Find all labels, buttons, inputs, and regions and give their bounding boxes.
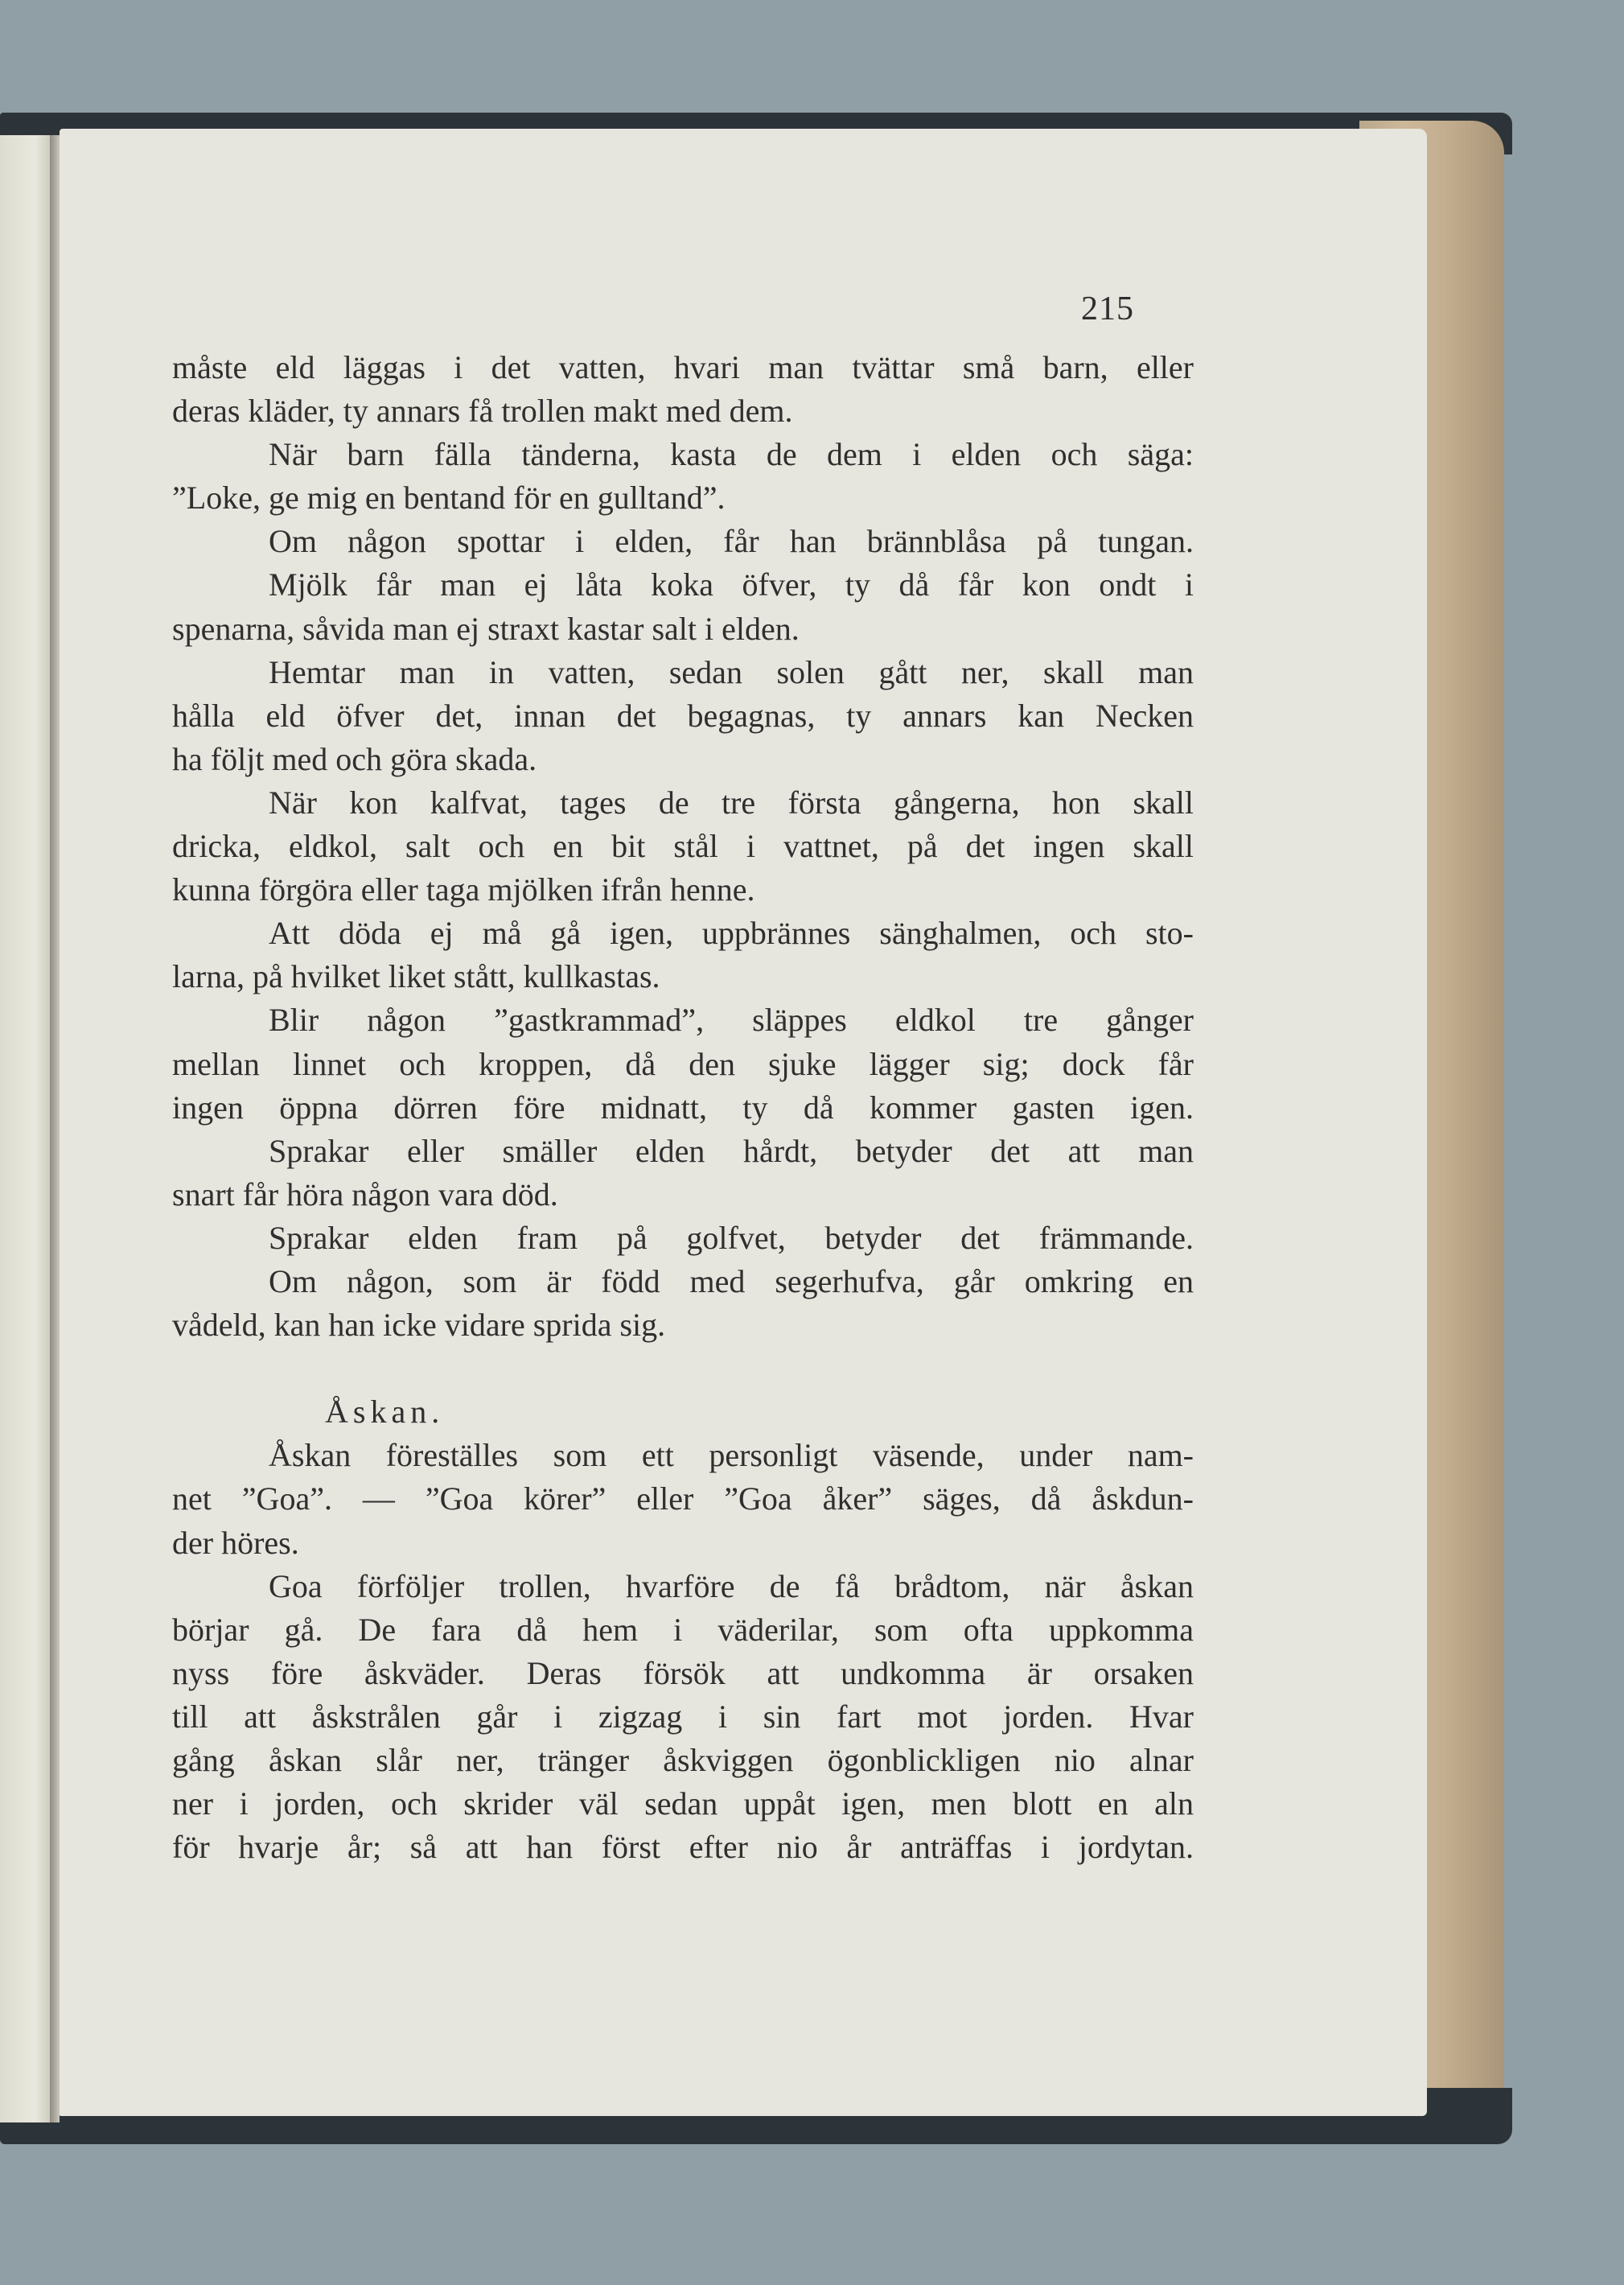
text-line: för hvarje år; så att han först efter nio år anträffas i jordytan. (172, 1829, 1194, 1866)
text-line: Om någon, som är född med segerhufva, går omkring en (269, 1262, 1194, 1299)
text-line: nyss före åskväder. Deras försök att undkomma är orsaken (172, 1654, 1194, 1691)
text-line: kunna förgöra eller taga mjölken ifrån henne. (172, 871, 755, 908)
text-line: dricka, eldkol, salt och en bit stål i vattnet, på det ingen skall (172, 828, 1194, 865)
text-line: deras kläder, ty annars få trollen makt med dem. (172, 393, 793, 430)
text-line: ner i jorden, och skrider väl sedan uppåt igen, men blott en aln (172, 1785, 1194, 1822)
left-page-edge (0, 135, 50, 2122)
text-line: måste eld läggas i det vatten, hvari man tvättar små barn, eller (172, 349, 1194, 385)
text-line: Att döda ej må gå igen, uppbrännes sänghalmen, och sto- (269, 915, 1194, 952)
page-number: 215 (1081, 290, 1134, 327)
text-line: Åskan föreställes som ett personligt väsende, under nam- (269, 1437, 1194, 1474)
text-line: gång åskan slår ner, tränger åskviggen ögonblickligen nio alnar (172, 1742, 1194, 1778)
text-line: spenarna, såvida man ej straxt kastar salt i elden. (172, 610, 800, 647)
blank-line (172, 1347, 1194, 1390)
text-line: Goa förföljer trollen, hvarföre de få brådtom, när åskan (269, 1567, 1194, 1604)
text-line: När kon kalfvat, tages de tre första gångerna, hon skall (269, 784, 1194, 821)
text-line: ingen öppna dörren före midnatt, ty då kommer gasten igen. (172, 1089, 1194, 1126)
text-line: mellan linnet och kroppen, då den sjuke lägger sig; dock får (172, 1045, 1194, 1082)
text-line: net ”Goa”. — ”Goa körer” eller ”Goa åker” säges, då åskdun- (172, 1480, 1194, 1517)
text-line: ”Loke, ge mig en bentand för en gulltand”. (172, 480, 726, 517)
section-heading: Åskan. (325, 1394, 445, 1431)
book-gutter (50, 135, 60, 2122)
text-line: Mjölk får man ej låta koka öfver, ty då får kon ondt i (269, 566, 1194, 603)
text-line: larna, på hvilket liket stått, kullkastas. (172, 958, 660, 995)
text-line: börjar gå. De fara då hem i väderilar, som ofta uppkomma (172, 1611, 1194, 1648)
text-line: der höres. (172, 1524, 299, 1561)
page-text (172, 346, 1194, 1869)
text-line: När barn fälla tänderna, kasta de dem i elden och säga: (269, 436, 1194, 473)
text-line: Blir någon ”gastkrammad”, släppes eldkol tre gånger (269, 1002, 1194, 1039)
text-line: vådeld, kan han icke vidare sprida sig. (172, 1307, 666, 1344)
text-line: Sprakar elden fram på golfvet, betyder det främmande. (269, 1219, 1194, 1256)
text-line: hålla eld öfver det, innan det begagnas, ty annars kan Necken (172, 697, 1194, 734)
text-line: till att åskstrålen går i zigzag i sin fart mot jorden. Hvar (172, 1698, 1194, 1735)
text-line: Hemtar man in vatten, sedan solen gått ner, skall man (269, 653, 1194, 690)
text-line: ha följt med och göra skada. (172, 740, 537, 777)
text-line: Om någon spottar i elden, får han brännblåsa på tungan. (269, 523, 1194, 560)
text-line: Sprakar eller smäller elden hårdt, betyder det att man (269, 1132, 1194, 1169)
text-line: snart får höra någon vara död. (172, 1175, 558, 1212)
